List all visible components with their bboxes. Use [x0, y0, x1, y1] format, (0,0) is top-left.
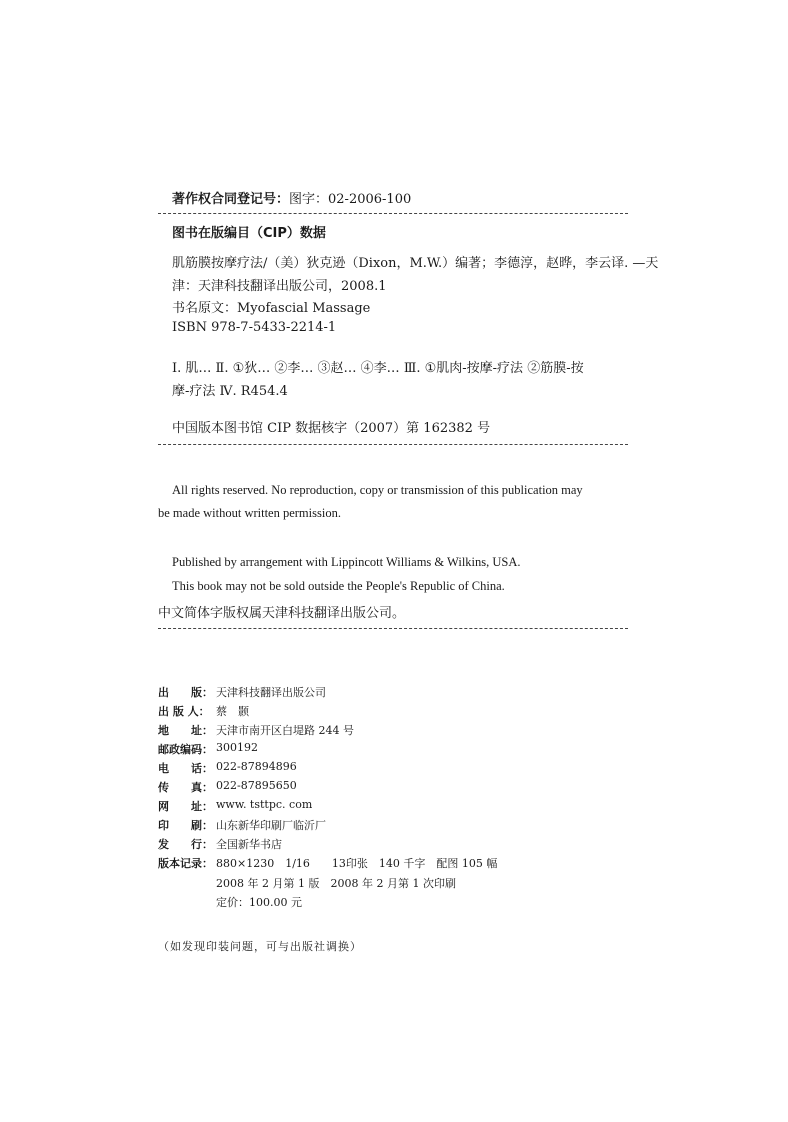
- cip-classification-2: 摩-疗法 Ⅳ. R454.4: [172, 384, 288, 399]
- printer-label: 印 刷：: [158, 819, 213, 832]
- publisher-label: 出 版：: [158, 686, 213, 699]
- rights-line-2: be made without written permission.: [158, 506, 341, 520]
- edition-record-value: 880×1230 1/16 13印张 140 千字 配图 105 幅: [216, 857, 498, 870]
- postcode-value: 300192: [216, 741, 258, 754]
- distributor-label: 发 行：: [158, 838, 213, 851]
- cip-line-1: 肌筋膜按摩疗法/（美）狄克逊（Dixon，M.W.）编著；李德淳，赵晔，李云译. —天: [172, 256, 659, 271]
- cip-line-2: 津：天津科技翻译出版公司，2008.1: [172, 279, 387, 294]
- postcode-label: 邮政编码：: [158, 743, 213, 756]
- publisher-value: 天津科技翻译出版公司: [216, 686, 326, 699]
- phone-value: 022-87894896: [216, 760, 297, 773]
- cip-data-number: 中国版本图书馆 CIP 数据核字（2007）第 162382 号: [172, 421, 491, 436]
- edition-record-label: 版本记录：: [158, 857, 213, 870]
- copyright-registration: [172, 188, 411, 207]
- cip-original-title: 书名原文：Myofascial Massage: [172, 301, 371, 316]
- copyright-reg-value: 图字：02-2006-100: [289, 192, 412, 207]
- cip-classification-1: Ⅰ. 肌… Ⅱ. ①狄… ②李… ③赵… ④李… Ⅲ. ①肌肉-按摩-疗法 ②筋膜-按: [172, 361, 584, 376]
- edition-line: 2008 年 2 月第 1 版 2008 年 2 月第 1 次印刷: [216, 877, 456, 890]
- divider: [158, 628, 628, 629]
- publisher-person-label: 出 版 人：: [158, 705, 210, 718]
- fax-label: 传 真：: [158, 781, 213, 794]
- footer-note: （如发现印装问题，可与出版社调换）: [158, 940, 362, 953]
- rights-line-1: All rights reserved. No reproduction, copy or transmission of this publication may: [172, 483, 583, 497]
- distributor-value: 全国新华书店: [216, 838, 282, 851]
- cip-isbn: ISBN 978-7-5433-2214-1: [172, 320, 337, 335]
- website-label: 网 址：: [158, 800, 213, 813]
- publisher-person-value: 蔡 颢: [216, 705, 249, 718]
- address-value: 天津市南开区白堤路 244 号: [216, 724, 354, 737]
- cip-heading: 图书在版编目（CIP）数据: [172, 226, 326, 241]
- price-line: 定价：100.00 元: [216, 896, 302, 909]
- divider: [158, 444, 628, 445]
- chinese-rights-line: 中文简体字版权属天津科技翻译出版公司。: [158, 606, 406, 621]
- copyright-reg-label: 著作权合同登记号：: [172, 192, 290, 207]
- divider: [158, 213, 628, 214]
- printer-value: 山东新华印刷厂临沂厂: [216, 819, 326, 832]
- phone-label: 电 话：: [158, 762, 213, 775]
- fax-value: 022-87895650: [216, 779, 297, 792]
- address-label: 地 址：: [158, 724, 213, 737]
- sale-restriction-line: This book may not be sold outside the People's Republic of China.: [172, 579, 505, 593]
- arrangement-line: Published by arrangement with Lippincott Williams & Wilkins, USA.: [172, 555, 521, 569]
- website-value: www. tsttpc. com: [216, 798, 313, 811]
